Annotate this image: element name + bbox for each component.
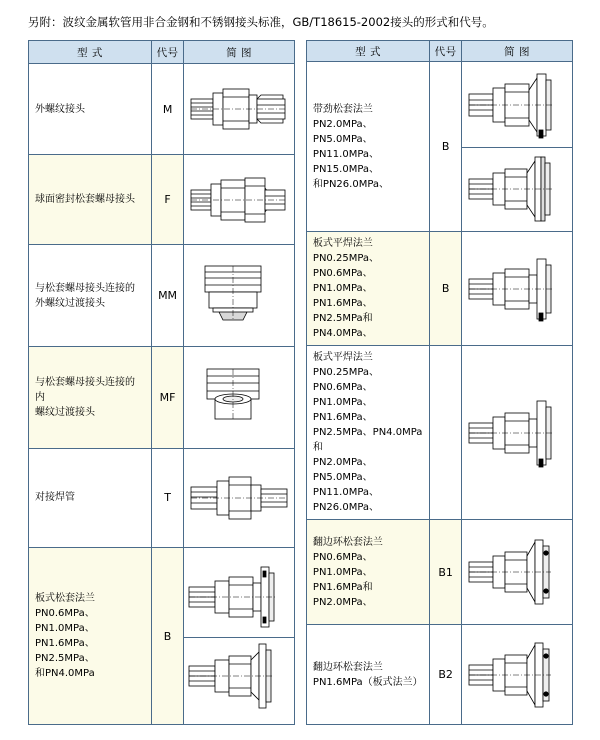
ribbed-lap-joint-flange-figure-2	[462, 149, 572, 229]
table-row	[29, 245, 295, 347]
type-line: PN1.0MPa、PN1.6MPa、	[312, 397, 373, 423]
type-line: PN2.0MPa、PN5.0MPa、	[312, 118, 373, 145]
type-line: PN1.6MPa和PN2.0MPa、	[312, 581, 373, 608]
type-line: PN11.0MPa、PN15.0MPa、	[312, 148, 380, 175]
row-figure-cell	[462, 625, 573, 725]
row-type-cell	[306, 232, 429, 346]
row-code-cell: MF	[151, 347, 183, 449]
figure-split-row	[462, 63, 572, 148]
left-spec-table	[28, 40, 295, 725]
type-line: PN0.25MPa、PN0.6MPa、	[312, 367, 380, 393]
table-row	[306, 232, 572, 346]
table-row	[29, 154, 295, 245]
row-type-cell	[306, 625, 429, 725]
row-code-cell: F	[151, 154, 183, 245]
female-thread-transition-figure	[184, 353, 294, 441]
row-type-cell	[306, 346, 429, 520]
butt-weld-pipe-figure	[184, 455, 294, 541]
figure-split-row	[462, 148, 572, 231]
plate-lap-joint-flange-figure-2	[184, 638, 294, 714]
figure-cell-bottom	[462, 148, 572, 231]
type-line: PN0.6MPa、PN1.0MPa、	[312, 551, 373, 578]
figure-split-table	[462, 63, 572, 231]
figure-cell-top	[184, 557, 294, 637]
type-line: 外螺纹过渡接头	[35, 297, 105, 309]
table-row	[29, 448, 295, 547]
type-line: 球面密封松套螺母接头	[35, 194, 135, 206]
type-line: 板式松套法兰	[35, 593, 95, 605]
row-figure-cell	[184, 548, 295, 725]
type-line: 与松套螺母接头连接的	[35, 282, 135, 294]
table-row	[306, 62, 572, 232]
row-type-cell	[306, 62, 429, 232]
row-figure-cell	[184, 245, 295, 347]
figure-cell-bottom	[184, 637, 294, 715]
type-line: PN2.5MPa和PN4.0MPa、	[312, 313, 373, 339]
type-line: 带劲松套法兰	[312, 103, 373, 115]
header-code: 代号	[151, 41, 183, 64]
row-figure-cell	[184, 448, 295, 547]
table-row	[306, 625, 572, 725]
row-code-cell: M	[151, 64, 183, 155]
row-figure-cell	[462, 232, 573, 346]
table-row	[29, 548, 295, 725]
row-type-cell	[29, 448, 152, 547]
plate-slip-on-flange-figure-2	[462, 377, 572, 489]
row-figure-cell	[462, 62, 573, 232]
type-line: PN0.6MPa、PN1.0MPa、	[35, 608, 95, 635]
row-figure-cell	[462, 520, 573, 625]
type-line: PN1.6MPa、PN2.5MPa、	[35, 638, 95, 665]
row-code-cell: B	[151, 548, 183, 725]
plate-slip-on-flange-figure	[462, 243, 572, 335]
row-type-cell	[29, 347, 152, 449]
row-code-cell: T	[151, 448, 183, 547]
threaded-male-connector-figure	[184, 69, 294, 149]
row-code-cell: MM	[151, 245, 183, 347]
type-line: PN2.0MPa、PN5.0MPa、	[312, 457, 373, 483]
row-code-cell: B2	[430, 625, 462, 725]
table-header-row	[306, 41, 572, 62]
right-spec-table	[306, 40, 573, 725]
page-title: 另附：波纹金属软管用非合金钢和不锈钢接头标准，GB/T18615-2002接头的形式和代号。	[28, 15, 494, 29]
row-code-cell: B	[430, 62, 462, 232]
row-code-cell: B	[430, 232, 462, 346]
row-type-cell	[29, 64, 152, 155]
type-line: 和PN4.0MPa	[35, 668, 95, 680]
header-type: 型 式	[306, 41, 429, 62]
figure-split-row	[184, 637, 294, 715]
type-line: PN1.0MPa、PN1.6MPa、	[312, 283, 373, 309]
table-row	[29, 64, 295, 155]
row-type-cell	[29, 245, 152, 347]
spherical-seal-union-nut-figure	[184, 160, 294, 240]
header-type: 型 式	[29, 41, 152, 64]
type-line: 板式平焊法兰	[312, 238, 373, 249]
type-line: PN11.0MPa、PN26.0MPa、	[312, 487, 380, 513]
figure-split-row	[184, 557, 294, 637]
tables-container	[28, 40, 573, 725]
ribbed-lap-joint-flange-figure	[462, 64, 572, 146]
row-type-cell	[306, 520, 429, 625]
plate-lap-joint-flange-figure	[184, 559, 294, 635]
type-line: PN1.6MPa（板式法兰）	[312, 676, 423, 688]
table-gap	[295, 40, 306, 725]
header-code: 代号	[430, 41, 462, 62]
row-type-cell	[29, 548, 152, 725]
table-row	[306, 346, 572, 520]
row-figure-cell	[184, 347, 295, 449]
row-figure-cell	[462, 346, 573, 520]
type-line: 螺纹过渡接头	[35, 406, 95, 418]
type-line: 翻边环松套法兰	[312, 661, 383, 673]
row-type-cell	[29, 154, 152, 245]
row-figure-cell	[184, 64, 295, 155]
figure-cell-top	[462, 63, 572, 148]
flanged-ring-lap-joint-figure	[462, 523, 572, 621]
type-line: 与松套螺母接头连接的内	[35, 376, 135, 403]
type-line: 外螺纹接头	[35, 103, 85, 115]
table-header-row	[29, 41, 295, 64]
type-line: 对接焊管	[35, 492, 75, 504]
type-line: 和PN26.0MPa、	[312, 178, 390, 190]
flanged-ring-lap-joint-figure-2	[462, 628, 572, 722]
male-thread-transition-figure	[184, 252, 294, 340]
row-code-cell	[430, 346, 462, 520]
table-row	[29, 347, 295, 449]
type-line: 板式平焊法兰	[312, 352, 373, 363]
row-figure-cell	[184, 154, 295, 245]
figure-split-table	[184, 557, 294, 715]
row-code-cell: B1	[430, 520, 462, 625]
header-figure: 简 图	[184, 41, 295, 64]
table-row	[306, 520, 572, 625]
type-line: PN2.5MPa、PN4.0MPa 和	[312, 427, 423, 453]
type-line: 翻边环松套法兰	[312, 536, 383, 548]
type-line: PN0.25MPa、PN0.6MPa、	[312, 253, 380, 279]
header-figure: 简 图	[462, 41, 573, 62]
